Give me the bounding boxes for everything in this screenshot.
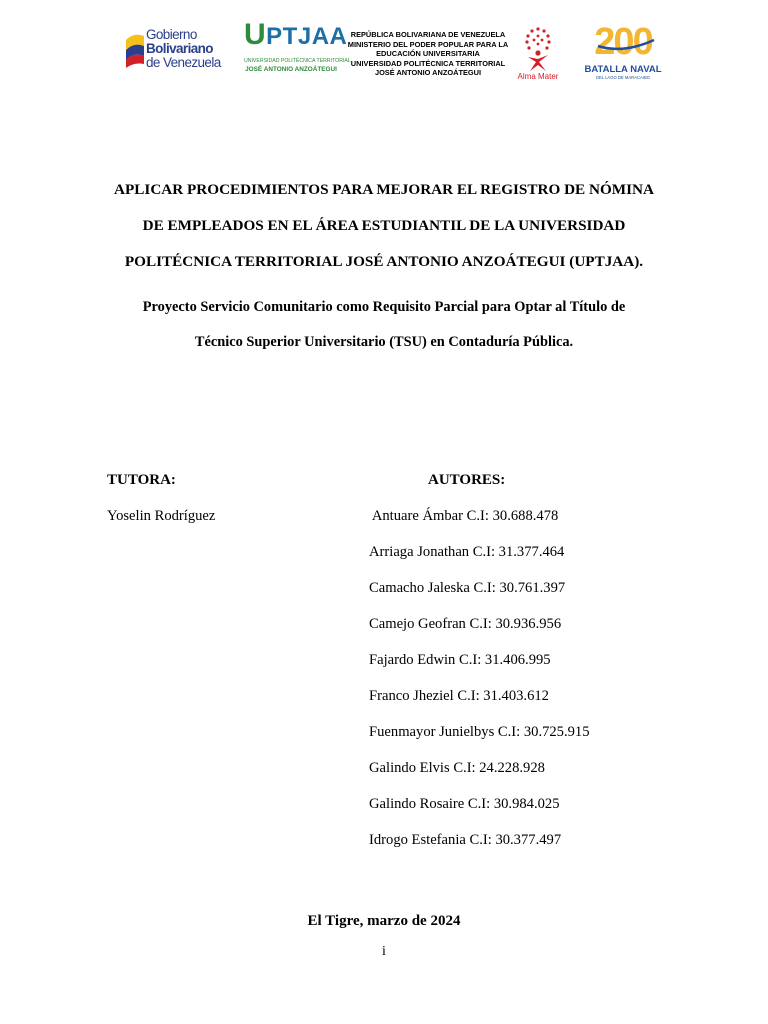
author-entry: Arriaga Jonathan C.I: 31.377.464	[369, 544, 565, 560]
tutor-label: TUTORA:	[107, 472, 176, 488]
author-entry: Fuenmayor Junielbys C.I: 30.725.915	[369, 724, 590, 740]
batalla-subtitle: DEL LAGO DE MARACAIBO	[595, 75, 651, 80]
tutor-name: Yoselin Rodríguez	[107, 508, 216, 524]
bicentenario-200-icon	[568, 18, 678, 62]
alma-mater-icon	[522, 26, 554, 72]
batalla-number: 200	[594, 21, 652, 62]
gobierno-bolivariano-logo	[122, 20, 240, 80]
ministry-line: EDUCACIÓN UNIVERSITARIA	[376, 49, 480, 59]
gobierno-bolivariano-text: Gobierno Bolivariano de Venezuela	[146, 27, 221, 70]
author-entry: Idrogo Estefania C.I: 30.377.497	[369, 832, 562, 848]
author-entry: Fajardo Edwin C.I: 31.406.995	[369, 652, 551, 668]
batalla-naval-logo	[568, 18, 678, 82]
ministry-line: UNIVERSIDAD POLITÉCNICA TERRITORIAL	[350, 58, 506, 68]
authors-label: AUTORES:	[428, 472, 506, 488]
document-title-line: DE EMPLEADOS EN EL ÁREA ESTUDIANTIL DE LA UNIVERSIDAD	[142, 217, 626, 234]
uptjaa-wordmark: UPTJAA	[244, 18, 348, 51]
uptjaa-subtitle-name: JOSÉ ANTONIO ANZOÁTEGUI	[245, 66, 337, 73]
alma-mater-logo	[514, 24, 562, 84]
ministry-line: REPÚBLICA BOLIVARIANA DE VENEZUELA	[350, 30, 506, 39]
document-title-line: APLICAR PROCEDIMIENTOS PARA MEJORAR EL REGISTRO DE NÓMINA	[114, 181, 654, 198]
venezuela-flag-icon	[124, 30, 146, 68]
uptjaa-logo	[242, 18, 351, 82]
document-title-line: POLITÉCNICA TERRITORIAL JOSÉ ANTONIO ANZOÁTEGUI (UPTJAA).	[124, 253, 644, 270]
author-entry: Camejo Geofran C.I: 30.936.956	[369, 616, 562, 632]
batalla-title: BATALLA NAVAL	[584, 64, 662, 75]
ministry-line: JOSÉ ANTONIO ANZOÁTEGUI	[374, 68, 482, 78]
page-number: i	[382, 944, 386, 959]
author-entry: Camacho Jaleska C.I: 30.761.397	[369, 580, 566, 596]
document-subtitle-line: Proyecto Servicio Comunitario como Requisito Parcial para Optar al Título de	[142, 299, 626, 315]
document-subtitle-line: Técnico Superior Universitario (TSU) en Contaduría Pública.	[194, 334, 574, 350]
author-entry: Antuare Ámbar C.I: 30.688.478	[369, 508, 559, 524]
author-entry: Galindo Elvis C.I: 24.228.928	[369, 760, 545, 776]
author-entry: Franco Jheziel C.I: 31.403.612	[369, 688, 549, 704]
alma-mater-label: Alma Mater	[517, 72, 559, 81]
place-date: El Tigre, marzo de 2024	[307, 913, 461, 929]
author-entry: Galindo Rosaire C.I: 30.984.025	[369, 796, 560, 812]
header-banner	[122, 18, 678, 82]
ministry-heading	[340, 30, 516, 78]
ministry-line: MINISTERIO DEL PODER POPULAR PARA LA	[347, 39, 509, 49]
uptjaa-subtitle: UNIVERSIDAD POLITÉCNICA TERRITORIAL	[244, 58, 351, 64]
